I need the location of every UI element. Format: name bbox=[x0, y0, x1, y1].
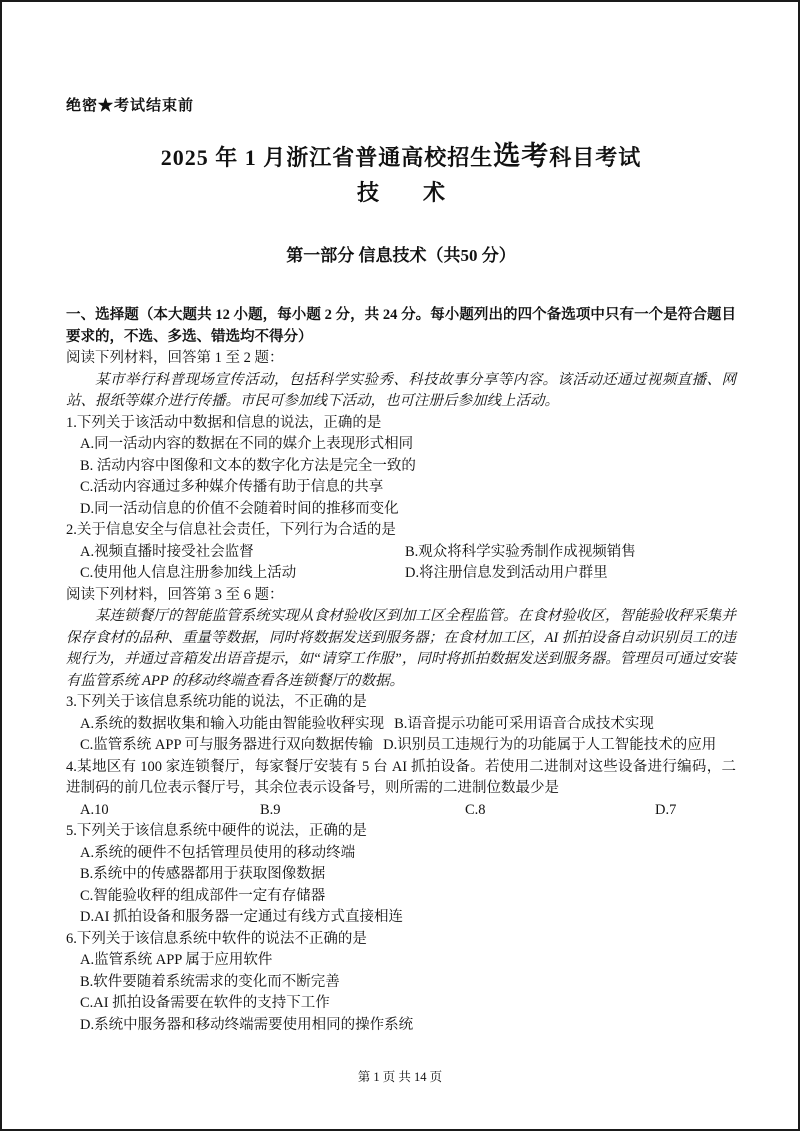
question-3-options-row-2 bbox=[66, 735, 736, 757]
option-b: B.语音提示功能可采用语音合成技术实现 bbox=[394, 715, 654, 732]
option-a: A.视频直播时接受社会监督 bbox=[80, 543, 254, 560]
option-c: C.使用他人信息注册参加线上活动 bbox=[80, 565, 297, 581]
option-c: C.活动内容通过多种媒介传播有助于信息的共享 bbox=[80, 479, 384, 495]
question-6-options bbox=[66, 950, 736, 1036]
option-c: C.8 bbox=[465, 801, 486, 818]
question-1-stem: 1.下列关于该活动中数据和信息的说法，正确的是 bbox=[66, 414, 382, 431]
option-b: B.观众将科学实验秀制作成视频销售 bbox=[405, 543, 636, 560]
option-a: A.监管系统 APP 属于应用软件 bbox=[80, 952, 273, 968]
question-3-stem: 3.下列关于该信息系统功能的说法，不正确的是 bbox=[66, 694, 367, 710]
option-b: B.系统中的传感器都用于获取图像数据 bbox=[80, 866, 326, 882]
page-number-footer: 第 1 页 共 14 页 bbox=[357, 1070, 443, 1084]
question-5 bbox=[66, 821, 736, 929]
option-d: D.AI 抓拍设备和服务器一定通过有线方式直接相连 bbox=[80, 909, 404, 925]
reading2-material: 某连锁餐厅的智能监管系统实现从食材验收区到加工区全程监管。在食材验收区，智能验收秤采集并保存食材的品种、重量等数据，同时将数据发送到服务器；在食材加工区，AI 抓拍设备自动识别员工的违规行为，并通过音箱发出语音提示，如“请穿工作服”，同时将抓拍数据发送到服务器。管理员可通过安装有监管系统 APP 的移动终端查看各连锁餐厅的数据。 bbox=[66, 608, 736, 689]
reading2-prompt: 阅读下列材料，回答第 3 至 6 题： bbox=[66, 586, 284, 603]
question-5-options bbox=[66, 843, 736, 929]
question-2 bbox=[66, 520, 736, 585]
question-2-options-row-2 bbox=[66, 563, 736, 585]
option-a: A.同一活动内容的数据在不同的媒介上表现形式相同 bbox=[80, 436, 414, 452]
option-b: B. 活动内容中图像和文本的数字化方法是完全一致的 bbox=[80, 457, 416, 474]
option-c: C.监管系统 APP 可与服务器进行双向数据传输 bbox=[80, 737, 374, 753]
option-c: C.AI 抓拍设备需要在软件的支持下工作 bbox=[80, 995, 330, 1011]
exam-subject-title: 技 术 bbox=[356, 180, 445, 205]
question-3 bbox=[66, 692, 736, 757]
question-1 bbox=[66, 413, 736, 521]
question-6-stem: 6.下列关于该信息系统中软件的说法不正确的是 bbox=[66, 930, 367, 947]
option-d: D.识别员工违规行为的功能属于人工智能技术的应用 bbox=[383, 737, 717, 753]
option-d: D.系统中服务器和移动终端需要使用相同的操作系统 bbox=[80, 1016, 414, 1033]
option-c: C.智能验收秤的组成部件一定有存储器 bbox=[80, 887, 326, 904]
option-a: A.10 bbox=[80, 801, 109, 818]
question-2-options-row-1 bbox=[66, 542, 736, 564]
section-one-instructions: 一、选择题（本大题共 12 小题，每小题 2 分，共 24 分。每小题列出的四个备选项中只有一个是符合题目要求的，不选、多选、错选均不得分） bbox=[66, 307, 736, 345]
reading1-material: 某市举行科普现场宣传活动，包括科学实验秀、科技故事分享等内容。该活动还通过视频直播、网站、报纸等媒介进行传播。市民可参加线下活动，也可注册后参加线上活动。 bbox=[66, 371, 736, 409]
exam-title-prefix: 2025 年 1 月浙江省普通高校招生 bbox=[160, 145, 494, 170]
option-a: A.系统的硬件不包括管理员使用的移动终端 bbox=[80, 844, 356, 861]
exam-title-highlight: 选考 bbox=[493, 141, 550, 171]
question-4-stem: 4.某地区有 100 家连锁餐厅，每家餐厅安装有 5 台 AI 抓拍设备。若使用二进制对这些设备进行编码，二进制码的前几位表示餐厅号，其余位表示设备号，则所需的二进制位数最少是 bbox=[66, 758, 736, 796]
question-4 bbox=[66, 757, 736, 822]
part-heading: 第一部分 信息技术（共50 分） bbox=[286, 246, 516, 265]
exam-body bbox=[66, 305, 736, 1036]
question-6 bbox=[66, 929, 736, 1037]
option-d: D.同一活动信息的价值不会随着时间的推移而变化 bbox=[80, 500, 399, 517]
option-d: D.将注册信息发到活动用户群里 bbox=[405, 565, 608, 581]
option-b: B.软件要随着系统需求的变化而不断完善 bbox=[80, 973, 340, 990]
question-3-options-row-1 bbox=[66, 714, 736, 736]
option-b: B.9 bbox=[260, 801, 281, 818]
question-4-options bbox=[66, 800, 736, 822]
classification-banner: 绝密★考试结束前 bbox=[66, 98, 195, 114]
option-a: A.系统的数据收集和输入功能由智能验收秤实现 bbox=[80, 715, 385, 732]
question-5-stem: 5.下列关于该信息系统中硬件的说法，正确的是 bbox=[66, 823, 367, 839]
question-1-options bbox=[66, 434, 736, 520]
option-d: D.7 bbox=[655, 801, 677, 818]
reading1-prompt: 阅读下列材料，回答第 1 至 2 题： bbox=[66, 350, 284, 366]
exam-title-suffix: 科目考试 bbox=[549, 145, 642, 170]
question-2-stem: 2.关于信息安全与信息社会责任，下列行为合适的是 bbox=[66, 522, 396, 538]
exam-title bbox=[66, 141, 736, 173]
